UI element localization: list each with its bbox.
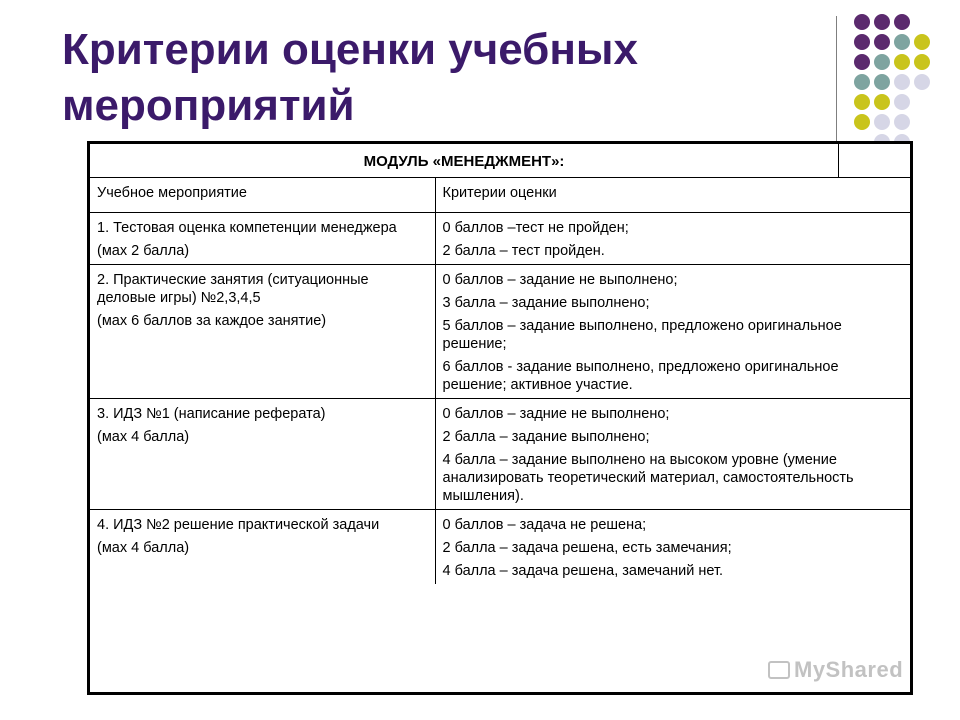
table-row — [90, 265, 910, 399]
criteria-cell — [435, 265, 910, 399]
decorative-dot — [874, 114, 890, 130]
decorative-dot — [854, 14, 870, 30]
decorative-dot — [894, 34, 910, 50]
activity-max-score: (мах 2 балла) — [97, 243, 190, 259]
decorative-dot — [874, 54, 890, 70]
criteria-cell — [435, 213, 910, 265]
decorative-dot — [874, 14, 890, 30]
activity-text: 3. ИДЗ №1 (написание реферата) — [97, 406, 326, 422]
watermark-text: MyShared — [794, 657, 904, 682]
table-row — [90, 213, 910, 265]
decorative-dot — [854, 114, 870, 130]
decorative-dot — [914, 34, 930, 50]
activity-text: 2. Практические занятия (ситуационные деловые игры) №2,3,4,5 — [97, 272, 369, 306]
decorative-dot — [874, 94, 890, 110]
criteria-cell — [435, 510, 910, 585]
criteria-item: 2 балла – задание выполнено; — [442, 429, 650, 445]
activity-max-score: (мах 4 балла) — [97, 429, 190, 445]
activity-cell — [90, 510, 435, 585]
decorative-dot — [854, 54, 870, 70]
decorative-dot — [874, 74, 890, 90]
activity-cell — [90, 399, 435, 510]
header-activity: Учебное мероприятие — [90, 178, 435, 213]
criteria-item: 3 балла – задание выполнено; — [442, 295, 650, 311]
table-row — [90, 399, 910, 510]
decorative-dot — [914, 74, 930, 90]
page-title — [62, 22, 822, 134]
module-label: МОДУЛЬ «МЕНЕДЖМЕНТ»: — [363, 153, 565, 170]
criteria-item: 4 балла – задача решена, замечаний нет. — [442, 563, 724, 579]
decorative-dot — [874, 34, 890, 50]
table-row — [90, 510, 910, 585]
decorative-dot — [894, 54, 910, 70]
decorative-dot — [894, 14, 910, 30]
criteria-grid — [90, 178, 910, 584]
decorative-dot — [854, 34, 870, 50]
activity-cell — [90, 265, 435, 399]
activity-max-score: (мах 4 балла) — [97, 540, 190, 556]
decorative-dot — [894, 94, 910, 110]
presentation-icon — [768, 661, 790, 679]
activity-max-score: (мах 6 баллов за каждое занятие) — [97, 313, 327, 329]
criteria-item: 4 балла – задание выполнено на высоком уровне (умение анализировать теоретический материал, самостоятельность мышления). — [442, 452, 854, 504]
module-empty-cell — [838, 144, 911, 177]
decorative-dot-grid — [848, 14, 928, 154]
decorative-dot — [854, 74, 870, 90]
activity-cell — [90, 213, 435, 265]
decorative-dot — [854, 94, 870, 110]
criteria-table — [87, 141, 913, 695]
activity-text: 4. ИДЗ №2 решение практической задачи — [97, 517, 380, 533]
header-row — [90, 178, 910, 213]
criteria-cell — [435, 399, 910, 510]
criteria-item: 5 баллов – задание выполнено, предложено оригинальное решение; — [442, 318, 842, 352]
activity-text: 1. Тестовая оценка компетенции менеджера — [97, 220, 397, 236]
decorative-dot — [914, 54, 930, 70]
decorative-dot — [894, 74, 910, 90]
title-line-1: Критерии оценки учебных — [62, 25, 638, 74]
module-row — [90, 144, 910, 178]
criteria-item: 0 баллов – задние не выполнено; — [442, 406, 670, 422]
criteria-item: 6 баллов - задание выполнено, предложено оригинальное решение; активное участие. — [442, 359, 839, 393]
criteria-item: 2 балла – тест пройден. — [442, 243, 605, 259]
decorative-dot — [894, 114, 910, 130]
criteria-item: 0 баллов –тест не пройден; — [442, 220, 629, 236]
header-criteria: Критерии оценки — [435, 178, 910, 213]
criteria-item: 0 баллов – задача не решена; — [442, 517, 647, 533]
criteria-item: 0 баллов – задание не выполнено; — [442, 272, 678, 288]
watermark — [768, 657, 903, 683]
criteria-item: 2 балла – задача решена, есть замечания; — [442, 540, 732, 556]
title-line-2: мероприятий — [62, 81, 355, 130]
